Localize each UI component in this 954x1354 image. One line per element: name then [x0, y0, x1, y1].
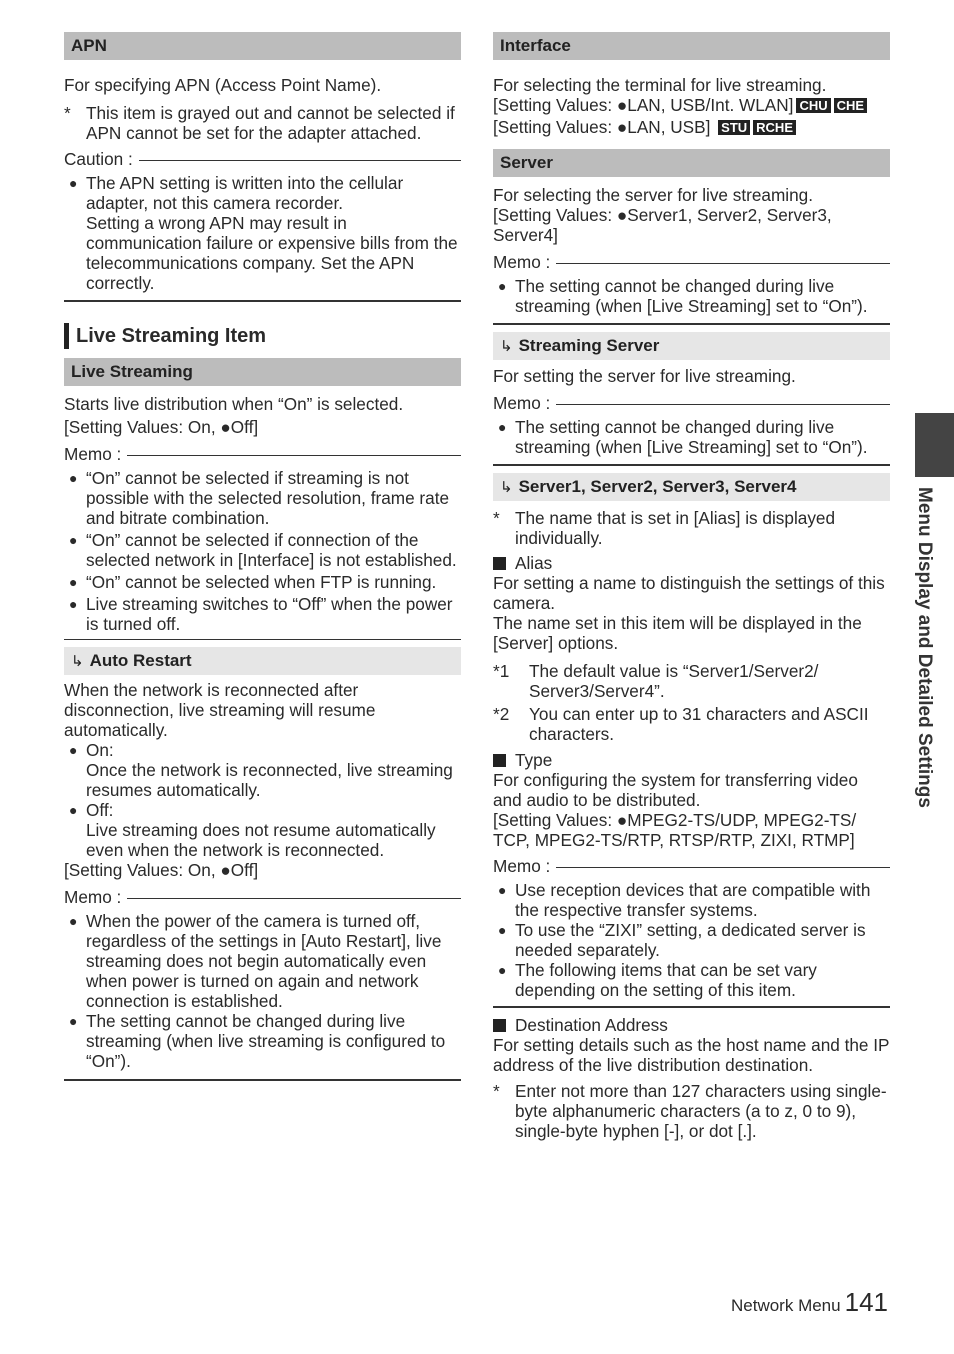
- model-tag: CHU: [796, 98, 830, 113]
- memo-text: The setting cannot be changed during live streaming (when live streaming is configured to “On”).: [86, 1011, 446, 1071]
- bullet-icon: ●: [498, 278, 507, 294]
- memo-label: [493, 856, 890, 876]
- bullet-icon: ●: [498, 882, 507, 898]
- caution-line: [139, 160, 461, 161]
- memo-item: [64, 1011, 461, 1071]
- memo-text: Live streaming switches to “Off” when the power is turned off.: [86, 594, 453, 634]
- square-icon: [493, 754, 506, 767]
- memo-item: [64, 911, 461, 1011]
- apn-note: [64, 103, 461, 143]
- section-title: [64, 323, 461, 349]
- auto-restart-description: When the network is reconnected after disconnection, live streaming will resume automatically.: [64, 680, 376, 740]
- servers-note: [493, 508, 890, 548]
- bullet-icon: ●: [498, 419, 507, 435]
- server-heading: Server: [493, 149, 890, 177]
- model-tag: RCHE: [753, 120, 796, 135]
- server-description: For selecting the server for live streaming.: [493, 185, 813, 205]
- alias-note: [493, 704, 890, 744]
- memo-item: [64, 468, 461, 528]
- alias-description-1: For setting a name to distinguish the settings of this camera.: [493, 573, 885, 613]
- apn-note-text: This item is grayed out and cannot be selected if APN cannot be set for the adapter attached.: [86, 103, 455, 143]
- memo-item: [64, 572, 461, 592]
- caution-label-text: Caution :: [64, 149, 133, 169]
- type-title-text: Type: [515, 750, 553, 770]
- caution-item: [64, 173, 461, 293]
- memo-item: [64, 594, 461, 634]
- footer-label: Network Menu: [731, 1296, 841, 1315]
- values-text: [Setting Values: ●LAN, USB]: [493, 117, 711, 137]
- memo-line: [127, 455, 461, 456]
- alias-note: [493, 661, 890, 701]
- memo-item: [493, 960, 890, 1000]
- memo-label-text: Memo :: [493, 393, 551, 413]
- memo-text: Use reception devices that are compatible with the respective transfer systems.: [515, 880, 871, 920]
- right-column: [493, 32, 890, 1141]
- server-values: [Setting Values: ●Server1, Server2, Server3, Server4]: [493, 205, 832, 245]
- auto-restart-values: [Setting Values: On, ●Off]: [64, 860, 259, 880]
- memo-text: “On” cannot be selected if streaming is not possible with the selected resolution, frame rate and bitrate combination.: [86, 468, 450, 528]
- memo-label-text: Memo :: [64, 444, 122, 464]
- memo-label: [493, 393, 890, 413]
- alias-title: [493, 553, 890, 573]
- memo-item: [493, 417, 890, 457]
- interface-values-1: [493, 95, 890, 115]
- caution-text-1: The APN setting is written into the cellular adapter, not this camera recorder.: [86, 173, 404, 213]
- alias-title-text: Alias: [515, 553, 553, 573]
- memo-item: [493, 276, 890, 316]
- option-item: [64, 800, 461, 860]
- alias-description-2: The name set in this item will be displayed in the [Server] options.: [493, 613, 862, 653]
- memo-label: [64, 887, 461, 907]
- side-tab-marker: [915, 413, 954, 477]
- apn-description: For specifying APN (Access Point Name).: [64, 75, 382, 95]
- option-text: Once the network is reconnected, live streaming resumes automatically.: [86, 760, 453, 800]
- bullet-icon: ●: [69, 470, 78, 486]
- streaming-server-description: For setting the server for live streaming.: [493, 366, 796, 386]
- option-item: [64, 740, 461, 800]
- interface-values-2: [493, 117, 890, 137]
- square-icon: [493, 557, 506, 570]
- bullet-icon: ●: [69, 913, 78, 929]
- type-title: [493, 750, 890, 770]
- bullet-icon: ●: [69, 532, 78, 548]
- live-streaming-heading: Live Streaming: [64, 358, 461, 386]
- option-label: On:: [86, 740, 114, 760]
- sub-arrow-icon: ↳: [500, 338, 513, 355]
- page-number: 141: [844, 1287, 888, 1317]
- memo-label: [64, 444, 461, 464]
- auto-restart-heading-text: Auto Restart: [89, 651, 192, 670]
- note-mark: *1: [493, 661, 510, 681]
- memo-text: “On” cannot be selected if connection of the selected network in [Interface] is not established.: [86, 530, 457, 570]
- memo-label-text: Memo :: [493, 856, 551, 876]
- memo-label-text: Memo :: [64, 887, 122, 907]
- sub-arrow-icon: ↳: [500, 479, 513, 496]
- destination-title-text: Destination Address: [515, 1015, 668, 1035]
- divider: [64, 1079, 461, 1081]
- memo-label: [493, 252, 890, 272]
- bullet-icon: ●: [69, 1013, 78, 1029]
- streaming-server-heading-text: Streaming Server: [518, 336, 660, 355]
- memo-line: [556, 867, 890, 868]
- sub-arrow-icon: ↳: [71, 653, 84, 670]
- apn-heading: APN: [64, 32, 461, 60]
- destination-description: For setting details such as the host name and the IP address of the live distribution destination.: [493, 1035, 890, 1075]
- type-description: For configuring the system for transferring video and audio to be distributed.: [493, 770, 858, 810]
- memo-text: The setting cannot be changed during live streaming (when [Live Streaming] set to “On”).: [515, 417, 868, 457]
- option-label: Off:: [86, 800, 114, 820]
- memo-text: “On” cannot be selected when FTP is running.: [86, 572, 437, 592]
- memo-line: [556, 404, 890, 405]
- memo-item: [493, 880, 890, 920]
- bullet-icon: ●: [69, 742, 78, 758]
- square-icon: [493, 1019, 506, 1032]
- model-tag: STU: [718, 120, 750, 135]
- section-marker: [64, 323, 69, 349]
- memo-line: [127, 898, 461, 899]
- bullet-icon: ●: [498, 962, 507, 978]
- model-tag: CHE: [834, 98, 867, 113]
- option-text: Live streaming does not resume automatically even when the network is reconnected.: [86, 820, 436, 860]
- bullet-icon: ●: [69, 802, 78, 818]
- memo-line: [556, 263, 890, 264]
- interface-description: For selecting the terminal for live streaming.: [493, 75, 827, 95]
- destination-note: [493, 1081, 890, 1141]
- bullet-icon: ●: [69, 574, 78, 590]
- auto-restart-heading: [64, 647, 461, 675]
- streaming-server-heading: [493, 332, 890, 360]
- caution-label: [64, 149, 461, 169]
- note-mark: *: [493, 1081, 500, 1101]
- memo-label-text: Memo :: [493, 252, 551, 272]
- memo-item: [493, 920, 890, 960]
- destination-title: [493, 1015, 890, 1035]
- memo-text: When the power of the camera is turned off, regardless of the settings in [Auto Restart], live streaming does not begin automatically even when power is turned on again and network connection is established.: [86, 911, 442, 1011]
- side-tab-label: Menu Display and Detailed Settings: [914, 487, 935, 808]
- section-title-text: Live Streaming Item: [76, 325, 267, 347]
- memo-text: To use the “ZIXI” setting, a dedicated server is needed separately.: [515, 920, 866, 960]
- interface-heading: Interface: [493, 32, 890, 60]
- values-text: [Setting Values: ●LAN, USB/Int. WLAN]: [493, 95, 794, 115]
- live-streaming-description: Starts live distribution when “On” is selected.: [64, 394, 404, 414]
- type-values: [Setting Values: ●MPEG2-TS/UDP, MPEG2-TS/ TCP, MPEG2-TS/RTP, RTSP/RTP, ZIXI, RTMP]: [493, 810, 857, 850]
- left-column: [64, 32, 461, 1081]
- alias-note-text: You can enter up to 31 characters and ASCII characters.: [529, 704, 869, 744]
- memo-text: The following items that can be set vary depending on the setting of this item.: [515, 960, 817, 1000]
- memo-text: The setting cannot be changed during live streaming (when [Live Streaming] set to “On”).: [515, 276, 868, 316]
- servers-heading: [493, 473, 890, 501]
- note-mark: *2: [493, 704, 510, 724]
- servers-heading-text: Server1, Server2, Server3, Server4: [518, 477, 797, 496]
- destination-note-text: Enter not more than 127 characters using single-byte alphanumeric characters (a to z, 0 to 9), single-byte hyphen [-], or dot [.].: [515, 1081, 887, 1141]
- note-mark: *: [493, 508, 500, 528]
- page-footer: [700, 1287, 888, 1317]
- caution-text-2: Setting a wrong APN may result in communication failure or expensive bills from the telecommunications company. Set the APN correctly.: [86, 213, 458, 293]
- bullet-icon: ●: [498, 922, 507, 938]
- note-mark: *: [64, 103, 71, 123]
- bullet-icon: ●: [69, 175, 78, 191]
- bullet-icon: ●: [69, 596, 78, 612]
- alias-note-text: The default value is “Server1/Server2/ Server3/Server4”.: [529, 661, 819, 701]
- memo-item: [64, 530, 461, 570]
- servers-note-text: The name that is set in [Alias] is displayed individually.: [515, 508, 836, 548]
- live-streaming-values: [Setting Values: On, ●Off]: [64, 417, 259, 437]
